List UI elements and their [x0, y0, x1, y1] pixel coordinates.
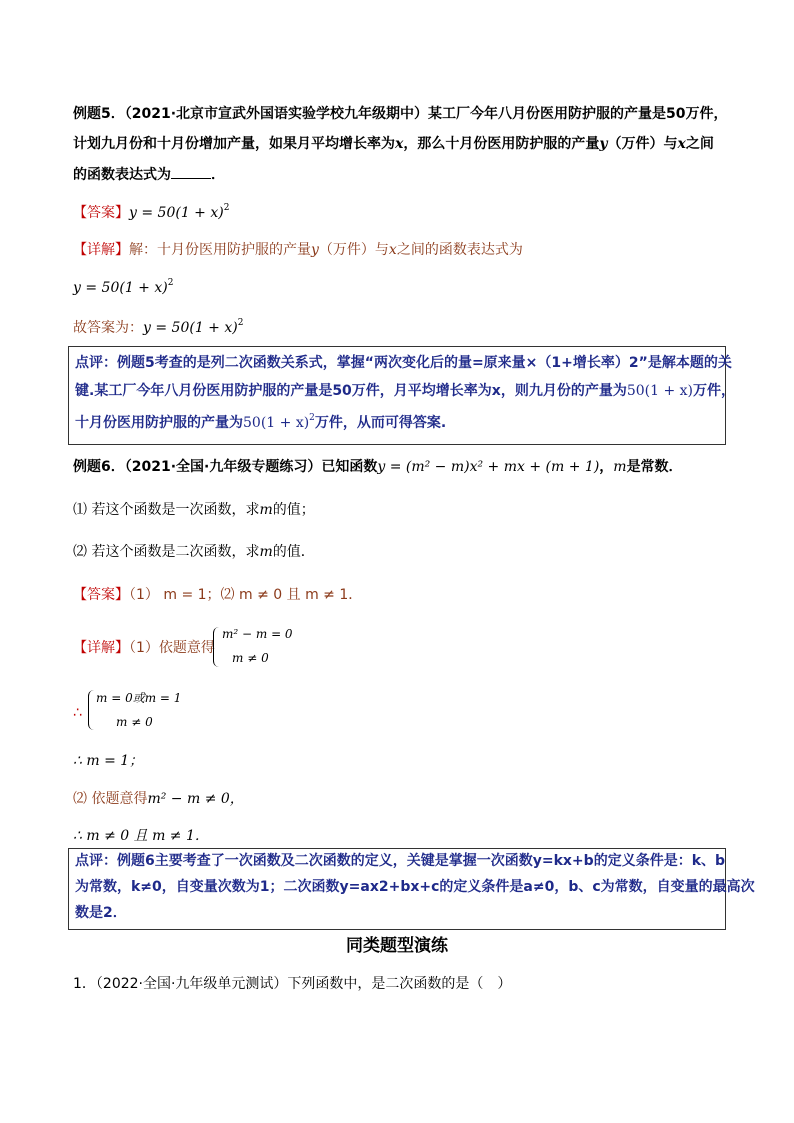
ex5-line1: 例题5．（2021·北京市宣武外国语实验学校九年级期中）某工厂今年八月份医用防护服的产量是50万件， — [73, 106, 728, 122]
ex6-comment-box — [68, 848, 755, 930]
ex5-detail: 【详解】解：十月份医用防护服的产量y（万件）与x之间的函数表达式为 — [73, 242, 523, 258]
system1-brace — [213, 627, 222, 667]
ex6-line1: 例题6．（2021·全国·九年级专题练习）已知函数y = (m² − m)x² + mx + (m + 1)，m是常数． — [73, 459, 683, 475]
ex5-comment-line1: 点评：例题5考查的是列二次函数关系式，掌握“两次变化后的量=原来量×（1+增长率）2”是解本题的关 — [75, 355, 732, 371]
ex5-detail-formula: $y = 50(1 + x)^2$ — [73, 278, 174, 296]
system1-row2: m ≠ 0 — [232, 651, 269, 665]
ex6-detail: 【详解】（1）依题意得 — [73, 640, 215, 656]
system2-row1: m = 0或m = 1 — [96, 691, 182, 705]
ex6-step2: ⑵ 依题意得m² − m ≠ 0， — [73, 791, 244, 807]
ex5-comment-box — [68, 346, 736, 445]
system2-row2: m ≠ 0 — [116, 715, 153, 729]
therefore-symbol: ∴ — [73, 705, 82, 721]
question-1: 1．（2022·全国·九年级单元测试）下列函数中，是二次函数的是（ ） — [73, 976, 512, 992]
answer-blank — [171, 164, 211, 179]
section-title: 同类题型演练 — [346, 936, 448, 956]
ex6-comment-line1: 点评：例题6主要考查了一次函数及二次函数的定义，关键是掌握一次函数y=kx+b的定义条件是：k、b — [75, 853, 726, 869]
ex6-question2: ⑵ 若这个函数是二次函数，求m的值． — [73, 544, 315, 560]
ex6-result1: ∴ m = 1； — [73, 753, 144, 769]
ex6-comment-line3: 数是2． — [75, 905, 127, 921]
ex5-line2: 计划九月份和十月份增加产量，如果月平均增长率为x，那么十月份医用防护服的产量y（万件）与x之间 — [73, 136, 714, 152]
ex5-line3: 的函数表达式为 ． — [73, 164, 225, 185]
system1-row1: m² − m = 0 — [222, 627, 293, 641]
ex6-question1: ⑴ 若这个函数是一次函数，求m的值； — [73, 502, 315, 518]
ex6-comment-line2: 为常数，k≠0，自变量次数为1；二次函数y=ax2+bx+c的定义条件是a≠0，b、c为常数，自变量的最高次 — [75, 879, 755, 895]
ex6-result2: ∴ m ≠ 0 且 m ≠ 1． — [73, 828, 209, 844]
ex6-answer: 【答案】（1） m = 1；⑵ m ≠ 0 且 m ≠ 1． — [73, 587, 363, 603]
ex5-comment-line2: 键.某工厂今年八月份医用防护服的产量是50万件，月平均增长率为x，则九月份的产量为50(1 + x)万件， — [75, 383, 736, 399]
ex5-so-answer: 故答案为：$y = 50(1 + x)^2$ — [73, 318, 244, 336]
ex5-comment-line3: 十月份医用防护服的产量为$50(1 + x)^2$万件，从而可得答案. — [75, 413, 447, 431]
ex5-answer: 【答案】$y = 50(1 + x)^2$ — [73, 203, 230, 221]
